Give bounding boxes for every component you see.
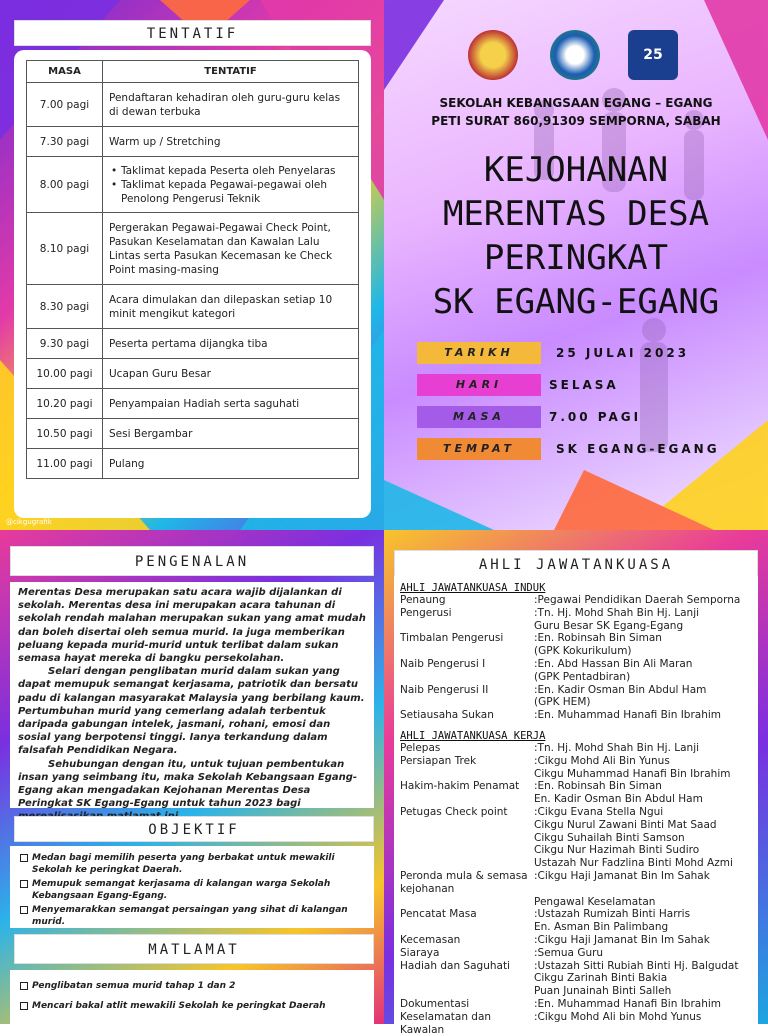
schedule-activity: [103, 285, 359, 329]
schedule-card: [14, 50, 371, 518]
schedule-activity-text: Penyampaian Hadiah serta saguhati: [109, 397, 300, 410]
committee-name: (GPK Kokurikulum): [534, 645, 632, 658]
committee-role: [394, 671, 534, 684]
schedule-activity-text: • Taklimat kepada Pegawai-pegawai oleh Penolong Pengerusi Teknik: [109, 178, 352, 206]
committee-row: [394, 857, 758, 870]
committee-name: En. Muhammad Hanafi Bin Ibrahim: [537, 997, 722, 1010]
ajk-induk-heading: AHLI JAWATANKUASA INDUK: [400, 582, 546, 594]
committee-row: Setiausaha Sukan : En. Muhammad Hanafi Bin Ibrahim: [394, 709, 758, 722]
schedule-activity-text: Sesi Bergambar: [109, 427, 193, 440]
pengenalan-paragraph-3: Sehubungan dengan itu, untuk tujuan pembentukan insan yang seimbang itu, maka Sekolah Kebangsaan Egang-Egang akan mengadakan Kejohanan Merentas Desa Peringkat SK Egang-Egang untuk tahun 2023 bagi: [18, 758, 358, 810]
schedule-row: [27, 157, 359, 213]
committee-row: [394, 620, 758, 633]
ajk-kerja-heading: AHLI JAWATANKUASA KERJA: [400, 729, 546, 742]
committee-row: [394, 844, 758, 857]
committee-row: Petugas Check point : Cikgu Evana Stella Ngui: [394, 806, 758, 819]
committee-name: En. Abd Hassan Bin Ali Maran: [537, 657, 693, 670]
info-value-masa: 7.00 PAGI: [549, 410, 642, 424]
committee-role: Penaung: [400, 594, 446, 606]
committee-role: Naib Pengerusi II: [400, 683, 489, 696]
committee-role: Petugas Check point: [400, 805, 508, 818]
committee-role: Kecemasan: [400, 933, 461, 946]
committee-name: (GPK HEM): [534, 696, 591, 709]
committee-role: Persiapan Trek: [400, 754, 477, 767]
matlamat-box: [10, 970, 374, 1024]
schedule-time: 7.00 pagi: [27, 83, 103, 127]
committee-name: Cikgu Mohd Ali Bin Yunus: [537, 754, 670, 767]
committee-row: Peronda mula & semasa kejohanan : Cikgu Haji Jamanat Bin Im Sahak: [394, 870, 758, 896]
committee-name: Ustazah Nur Fadzlina Binti Mohd Azmi: [534, 857, 733, 870]
committee-role: [394, 696, 534, 709]
committee-role: Peronda mula & semasa kejohanan: [400, 869, 528, 895]
matlamat-title: MATLAMAT: [14, 934, 374, 964]
committee-role: Pengerusi: [400, 606, 452, 619]
committee-role: Siaraya: [400, 946, 440, 959]
info-value-tarikh: 25 JULAI 2023: [556, 346, 690, 360]
schedule-time: 10.00 pagi: [27, 359, 103, 389]
committee-role: [394, 844, 534, 857]
committee-row: Persiapan Trek : Cikgu Mohd Ali Bin Yunus: [394, 755, 758, 768]
committee-role: Pelepas: [400, 741, 441, 754]
pengenalan-box: [10, 582, 374, 808]
info-label-masa: MASA: [417, 406, 541, 428]
school-address: PETI SURAT 860,91309 SEMPORNA, SABAH: [431, 114, 721, 128]
committee-row: [394, 972, 758, 985]
objektif-box: [10, 846, 374, 928]
info-value-tempat: SK EGANG-EGANG: [556, 442, 720, 456]
pengenalan-title: PENGENALAN: [10, 546, 374, 576]
committee-row: Hakim-hakim Penamat : En. Robinsah Bin Siman: [394, 780, 758, 793]
intro-panel: [0, 530, 384, 1024]
info-value-hari: SELASA: [549, 378, 619, 392]
committee-row: [394, 985, 758, 998]
committee-row: [394, 671, 758, 684]
committee-name: Cikgu Zarinah Binti Bakia: [534, 972, 668, 985]
committee-row: Naib Pengerusi II : En. Kadir Osman Bin Abdul Ham: [394, 684, 758, 697]
committee-row: [394, 793, 758, 806]
committee-row: [394, 819, 758, 832]
committee-row: Penaung : Pegawai Pendidikan Daerah Semporna: [394, 594, 758, 607]
committee-role: [394, 985, 534, 998]
schedule-activity: [103, 389, 359, 419]
committee-row: [394, 896, 758, 909]
committee-row: [394, 696, 758, 709]
schedule-row: [27, 127, 359, 157]
committee-role: [394, 896, 534, 909]
ajk-title: AHLI JAWATANKUASA: [394, 550, 758, 578]
committee-row: Timbalan Pengerusi : En. Robinsah Bin Siman: [394, 632, 758, 645]
committee-role: [394, 793, 534, 806]
pengenalan-paragraph-1: Merentas Desa merupakan satu acara wajib dijalankan di sekolah. Merentas desa ini merupakan acara tahunan di sekolah rendah malahan merupakan sukan yang amat mudah dan boleh disertai oleh semua murid. Ia juga memberikan peluang kepada murid-murid untuk terlibat dalam sukan semasa hayat mereka di bangku persekolahan.: [18, 587, 366, 665]
school-name: SEKOLAH KEBANGSAAN EGANG – EGANG: [439, 96, 713, 110]
watermark: @cikgugrafik: [6, 518, 52, 526]
schedule-row: [27, 389, 359, 419]
schedule-activity-text: Pergerakan Pegawai-Pegawai Check Point, Pasukan Keselamatan dan Kawalan Lalu Lintas serta Pasukan Kecemasan ke Check Point masing-masing: [109, 221, 333, 276]
committee-row: Keselamatan dan Kawalan : Cikgu Mohd Ali bin Mohd Yunus: [394, 1011, 758, 1036]
schedule-time: 8.30 pagi: [27, 285, 103, 329]
schedule-row: [27, 419, 359, 449]
committee-row: Dokumentasi : En. Muhammad Hanafi Bin Ibrahim: [394, 998, 758, 1011]
committee-row: Naib Pengerusi I : En. Abd Hassan Bin Ali Maran: [394, 658, 758, 671]
committee-role: [394, 819, 534, 832]
schedule-row: [27, 285, 359, 329]
schedule-activity-text: Peserta pertama dijangka tiba: [109, 337, 268, 350]
info-label-tempat: TEMPAT: [417, 438, 541, 460]
committee-name: En. Robinsah Bin Siman: [537, 632, 662, 645]
committee-name: Semua Guru: [537, 946, 604, 959]
objektif-item: Memupuk semangat kerjasama di kalangan warga Sekolah Kebangsaan Egang-Egang.: [18, 878, 366, 902]
committee-row: [394, 921, 758, 934]
committee-role: [394, 645, 534, 658]
committee-row: Pelepas : Tn. Hj. Mohd Shah Bin Hj. Lanji: [394, 742, 758, 755]
schedule-activity-text: Acara dimulakan dan dilepaskan setiap 10 minit mengikut kategori: [109, 293, 333, 320]
committee-name: En. Kadir Osman Bin Abdul Ham: [537, 683, 707, 696]
schedule-time: 8.10 pagi: [27, 213, 103, 285]
committee-name: Cikgu Haji Jamanat Bin Im Sahak: [537, 933, 710, 946]
matlamat-item: Penglibatan semua murid tahap 1 dan 2: [18, 980, 366, 992]
schedule-row: [27, 359, 359, 389]
committee-name: Cikgu Nur Hazimah Binti Sudiro: [534, 844, 700, 857]
schedule-activity: [103, 83, 359, 127]
committee-role: [394, 768, 534, 781]
committee-name: Cikgu Nurul Zawani Binti Mat Saad: [534, 818, 717, 831]
committee-name: Cikgu Evana Stella Ngui: [537, 805, 664, 818]
committee-role: [394, 620, 534, 633]
committee-name: Cikgu Muhammad Hanafi Bin Ibrahim: [534, 767, 731, 780]
schedule-time: 8.00 pagi: [27, 157, 103, 213]
committee-row: Kecemasan : Cikgu Haji Jamanat Bin Im Sahak: [394, 934, 758, 947]
committee-name: Cikgu Mohd Ali bin Mohd Yunus: [537, 1010, 702, 1023]
schedule-activity: [103, 157, 359, 213]
committee-row: Hadiah dan Saguhati : Ustazah Sitti Rubiah Binti Hj. Balgudat: [394, 960, 758, 973]
schedule-table: [26, 60, 359, 479]
schedule-time: 11.00 pagi: [27, 449, 103, 479]
committee-role: Keselamatan dan Kawalan: [400, 1010, 492, 1036]
schedule-row: [27, 329, 359, 359]
info-label-hari: HARI: [417, 374, 541, 396]
tentatif-panel: [0, 0, 384, 530]
event-title-line-1: KEJOHANAN: [483, 150, 669, 190]
schedule-time: 10.50 pagi: [27, 419, 103, 449]
schedule-activity: [103, 449, 359, 479]
committee-role: [394, 832, 534, 845]
schedule-time: 7.30 pagi: [27, 127, 103, 157]
schedule-row: [27, 449, 359, 479]
objektif-title: OBJEKTIF: [14, 816, 374, 842]
committee-name: En. Robinsah Bin Siman: [537, 780, 662, 793]
committee-role: [394, 857, 534, 870]
committee-row: [394, 768, 758, 781]
committee-role: Hakim-hakim Penamat: [400, 780, 520, 793]
schedule-time: 9.30 pagi: [27, 329, 103, 359]
committee-name: Cikgu Haji Jamanat Bin Im Sahak: [537, 869, 710, 882]
committee-row: [394, 832, 758, 845]
schedule-activity-text: Pendaftaran kehadiran oleh guru-guru kelas di dewan terbuka: [109, 91, 341, 118]
objektif-item: Menyemarakkan semangat persaingan yang sihat di kalangan murid.: [18, 904, 366, 928]
schedule-activity: [103, 127, 359, 157]
committee-name: En. Asman Bin Palimbang: [534, 921, 669, 934]
committee-name: Ustazah Rumizah Binti Harris: [537, 908, 691, 921]
schedule-activity-text: Warm up / Stretching: [109, 135, 221, 148]
objektif-item: Medan bagi memilih peserta yang berbakat untuk mewakili Sekolah ke peringkat Daerah.: [18, 852, 366, 876]
committee-role: [394, 921, 534, 934]
committee-row: Pengerusi : Tn. Hj. Mohd Shah Bin Hj. Lanji: [394, 607, 758, 620]
committee-role: [394, 972, 534, 985]
committee-name: Tn. Hj. Mohd Shah Bin Hj. Lanji: [537, 741, 700, 754]
schedule-activity: [103, 213, 359, 285]
committee-card: [394, 576, 758, 1036]
committee-role: Hadiah dan Saguhati: [400, 959, 510, 972]
committee-row: Siaraya : Semua Guru: [394, 947, 758, 960]
committee-name: Ustazah Sitti Rubiah Binti Hj. Balgudat: [537, 959, 739, 972]
info-label-tarikh: TARIKH: [417, 342, 541, 364]
committee-name: En. Muhammad Hanafi Bin Ibrahim: [537, 709, 722, 722]
committee-name: Cikgu Suhailah Binti Samson: [534, 831, 685, 844]
matlamat-item: Mencari bakal atlit mewakili Sekolah ke peringkat Daerah: [18, 1000, 366, 1012]
committee-role: Setiausaha Sukan: [400, 709, 494, 722]
event-title-line-4: SK EGANG-EGANG: [432, 282, 720, 322]
cover-panel: [384, 0, 768, 530]
committee-name: Pegawai Pendidikan Daerah Semporna: [537, 594, 741, 606]
committee-name: Tn. Hj. Mohd Shah Bin Hj. Lanji: [537, 606, 700, 619]
schedule-time: 10.20 pagi: [27, 389, 103, 419]
committee-name: Pengawal Keselamatan: [534, 895, 656, 908]
schedule-activity: [103, 329, 359, 359]
event-title-line-2: MERENTAS DESA: [442, 194, 710, 234]
tentatif-title: TENTATIF: [14, 20, 371, 46]
school-logo-icon: [550, 30, 600, 80]
event-title-line-3: PERINGKAT: [483, 238, 669, 278]
col-header-tentatif: TENTATIF: [103, 61, 359, 83]
committee-row: [394, 645, 758, 658]
pengenalan-paragraph-2: Selari dengan penglibatan murid dalam sukan yang dapat memupuk semangat kerjasama, patriotik dan bersatu padu di kalangan masyarakat Malaysia yang berbilang kaum. Pertumbuhan murid yang cemerlang adalah terbentuk daripada gabungan intelek, jasmani, rohani, emosi dan sosial yang berpotensi tinggi. Ianya terkandung dalam falsafah Pendidikan Negara.: [18, 666, 365, 757]
committee-name: (GPK Pentadbiran): [534, 670, 631, 683]
committee-role: Dokumentasi: [400, 997, 470, 1010]
col-header-masa: MASA: [27, 61, 103, 83]
schedule-activity: [103, 419, 359, 449]
ppd-logo-icon: 25: [628, 30, 678, 80]
committee-row: Pencatat Masa : Ustazah Rumizah Binti Harris: [394, 908, 758, 921]
schedule-row: [27, 213, 359, 285]
schedule-activity: [103, 359, 359, 389]
crest-logo-icon: [468, 30, 518, 80]
schedule-activity-text: • Taklimat kepada Peserta oleh Penyelaras: [109, 164, 352, 178]
committee-name: Puan Junainah Binti Salleh: [534, 985, 672, 998]
committee-role: Pencatat Masa: [400, 908, 477, 921]
committee-name: Guru Besar SK Egang-Egang: [534, 619, 684, 632]
committee-role: Naib Pengerusi I: [400, 657, 486, 670]
schedule-activity-text: Pulang: [109, 457, 145, 470]
committee-name: En. Kadir Osman Bin Abdul Ham: [534, 793, 703, 806]
committee-role: Timbalan Pengerusi: [400, 632, 504, 645]
schedule-activity-text: Ucapan Guru Besar: [109, 367, 211, 380]
schedule-row: [27, 83, 359, 127]
